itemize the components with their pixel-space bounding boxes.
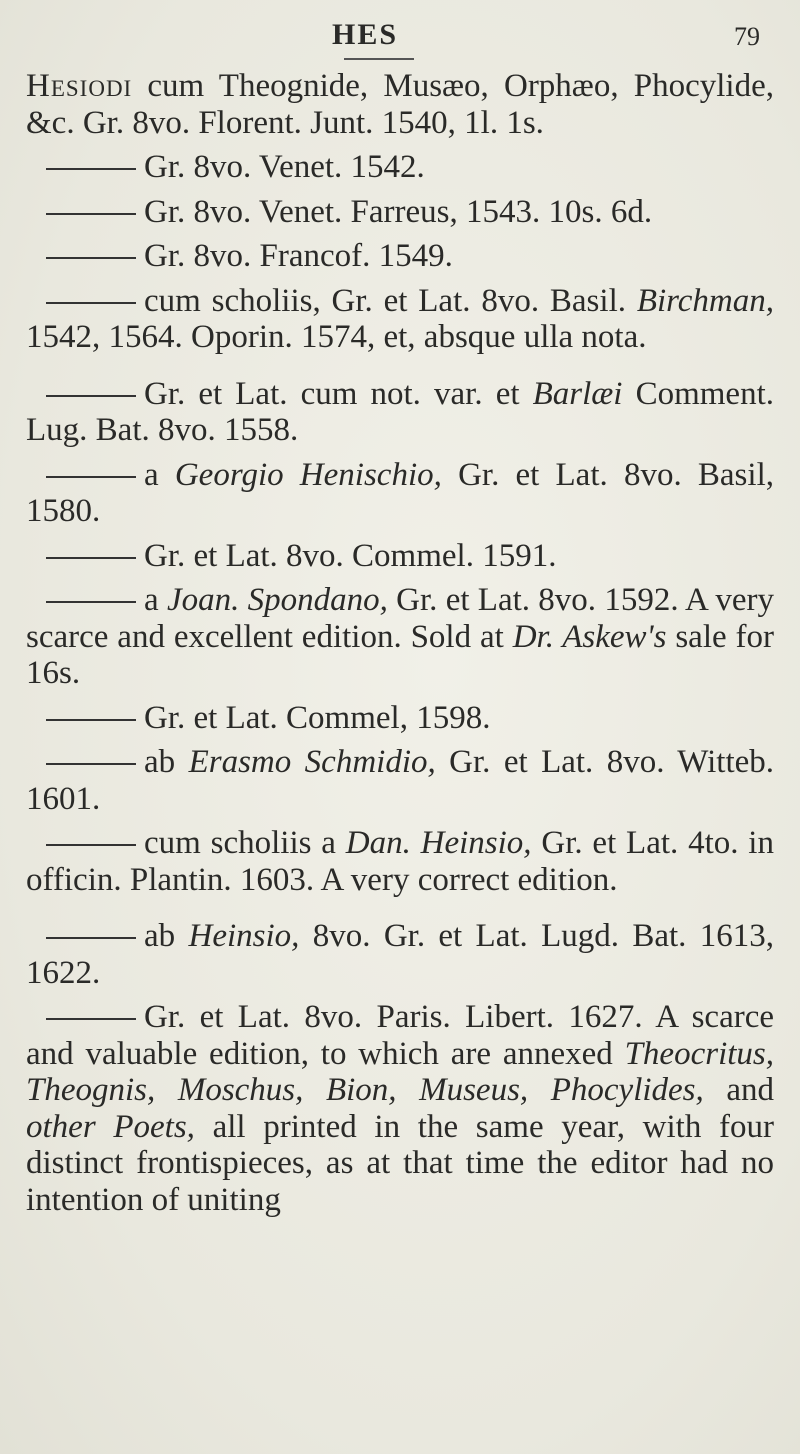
entry-text: Comment. Lug. Bat. 8vo. 1558. [26,375,774,448]
entry-text: a [144,456,175,493]
entry-text: ab [144,918,189,954]
ditto-dash [46,395,136,397]
entry-italic: Theocritus, Theognis, Moschus, Bion, Museus, Phocylides, [26,1035,774,1108]
entry-text: Gr. et Lat. 8vo. Basil, 1580. [26,456,774,529]
entry-italic: Barlæi [532,375,623,412]
running-head [26,18,774,54]
entry-6 [26,376,774,449]
entry-lead: Hesiodi [26,68,133,104]
entry-italic: other Poets, [26,1108,195,1145]
entry-text: and [703,1072,774,1108]
entry-text: sale for 16s. [26,618,774,691]
entry-text: cum scholiis, Gr. et Lat. 8vo. Basil. [144,282,637,319]
entry-7 [26,457,774,530]
entry-14 [26,999,774,1218]
entry-text: Gr. 8vo. Venet. 1542. [144,149,425,185]
entry-text: Gr. 8vo. Francof. 1549. [144,238,453,274]
entry-text: Gr. et Lat. 8vo. Witteb. 1601. [26,744,775,817]
entry-text: 1542, 1564. Oporin. 1574, et, absque ulla nota. [26,319,647,355]
entry-9 [26,582,774,692]
entry-text: ab [144,744,189,780]
entry-8 [26,538,774,575]
entry-text: 8vo. Gr. et Lat. Lugd. Bat. 1613, 1622. [26,918,774,991]
entry-2 [26,149,774,186]
ditto-dash [46,844,136,846]
entry-italic: Joan. Spondano, [166,582,388,618]
entry-text: cum scholiis a [144,825,346,861]
ditto-dash [46,476,136,478]
entry-text: Gr. et Lat. 8vo. 1592. A very scarce and excellent edition. Sold at [26,582,774,655]
entry-11 [26,744,774,817]
entry-3 [26,194,774,231]
entry-text: Gr. et Lat. 8vo. Paris. Libert. 1627. A scarce and valuable edition, to which are annexed [26,999,774,1072]
entry-4 [26,238,774,275]
entry-list [26,68,774,1218]
page-number: 79 [734,22,760,51]
entry-5 [26,283,774,356]
ditto-dash [46,719,136,721]
entry-text: Gr. et Lat. Commel, 1598. [144,699,491,736]
entry-13 [26,918,774,991]
entry-italic: Dan. Heinsio, [345,825,532,861]
entry-1 [26,68,774,141]
ditto-dash [46,257,136,259]
running-title: HES [332,18,399,51]
ditto-dash [46,937,136,939]
entry-italic: Heinsio, [188,918,300,954]
entry-text: cum Theognide, Musæo, Orphæo, Phocylide, &c. Gr. 8vo. Florent. Junt. 1540, 1l. 1s. [26,68,774,141]
entry-italic: Erasmo Schmidio, [188,744,436,780]
entry-italic: Dr. Askew's [512,618,667,655]
ditto-dash [46,1018,136,1020]
entry-10 [26,700,774,737]
entry-text: Gr. et Lat. 8vo. Commel. 1591. [144,537,557,574]
entry-text: a [144,582,167,618]
entry-12 [26,825,774,898]
ditto-dash [46,557,136,559]
ditto-dash [46,601,136,603]
ditto-dash [46,763,136,765]
entry-italic: Georgio Henischio, [174,456,442,493]
entry-text: Gr. et Lat. 4to. in officin. Plantin. 1603. A very correct edition. [26,825,774,898]
entry-text: Gr. 8vo. Venet. Farreus, 1543. 10s. 6d. [144,193,653,230]
entry-text: Gr. et Lat. cum not. var. et [144,375,533,412]
head-rule [344,58,414,60]
ditto-dash [46,168,136,170]
entry-text: all printed in the same year, with four distinct frontispieces, as at that time the editor had no intention of uniting [26,1108,774,1218]
entry-italic: Birchman, [636,282,774,319]
ditto-dash [46,213,136,215]
ditto-dash [46,302,136,304]
